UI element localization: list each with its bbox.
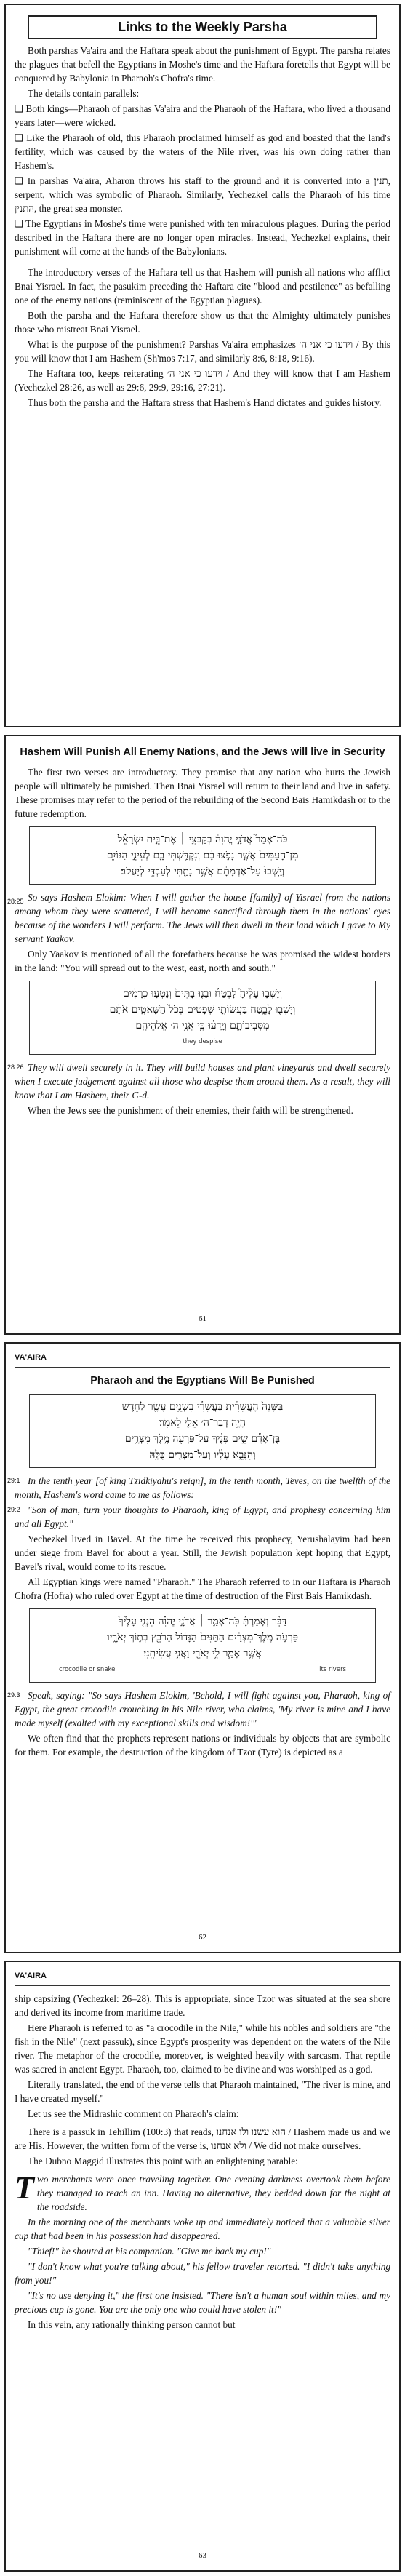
verse-ref: 28:26 [7,1064,24,1071]
paragraph: Speak, saying: "So says Hashem Elokim, 'Behold, I will fight against you, Pharaoh, king of Egypt, the great crocodile crouching in his Nile river, who claims, 'My river is mine and I have made myself (exalted with my exceptional skills and wisdom!'" [15,1690,390,1728]
paragraph: Both parshas Va'aira and the Haftara speak about the punishment of Egypt. The parsha relates the plagues that befell the Egyptians in Moshe's time and the Haftara foretells that Egypt will be conquered by Babylonia in Pharaoh's Chofra's time. [15,45,390,84]
bullet-item: ❑ The Egyptians in Moshe's time were punished with ten miraculous plagues. During the period described in the Haftara there are no longer open miracles. Instead, Yechezkel explains, their punishment will come at the hands of the Babylonians. [15,218,390,257]
paragraph: In the tenth year [of king Tzidkiyahu's reign], in the tenth month, Teves, on the twelfth of the month, Hashem's word came to me as follows: [15,1475,390,1500]
hebrew-line: וְיָשְׁב֖וּ לָבֶ֑טַח בַּעֲשׂוֹתִ֣י שְׁפָטִ֗ים בְּכֹל֙ הַשָּׁאטִ֣ים אֹתָ֔ם [109,1004,296,1016]
running-header: VA'AIRA [15,1353,47,1362]
gloss-caption: they despise [183,1038,222,1045]
paragraph: The details contain parallels: [28,88,140,99]
hebrew-line: דַּבֵּ֨ר וְאָמַרְתָּ֜ כֹּֽה־אָמַ֣ר ׀ אֲדֹנָ֣י יֱהוִ֗ה הִנְנִ֤י עָלֶ֙יךָ֙ [118,1616,287,1627]
hebrew-line: בַּשָּׁנָה֙ הָעֲשִׂרִ֔ית בָּעֲשִׂרִ֕י בִּשְׁנֵ֥ים עָשָׂ֖ר לַחֹ֑דֶשׁ [121,1401,284,1413]
hebrew-line: הָיָ֥ה דְבַר־ה׳ אֵלַ֖י לֵאמֹֽר׃ [159,1417,246,1429]
gloss-row [37,1662,368,1678]
story-paragraph: "I don't know what you're talking about," his fellow traveler retorted. "I didn't take anything from you!" [15,2261,390,2286]
paragraph: When the Jews see the punishment of their enemies, their faith will be strengthened. [28,1105,353,1116]
paragraph: The Haftara too, keeps reiterating וידעו כי אני ה׳ / And they will know that I am Hashem (Yechezkel 28:26, as well as 29:6, 29:9, 29:16, 27:21). [15,368,390,393]
paragraph: Thus both the parsha and the Haftara stress that Hashem's Hand dictates and guides history. [28,397,382,408]
paragraph: Only Yaakov is mentioned of all the forefathers because he was promised the widest borders in the land: "You will spread out to the west, east, north and south." [15,949,390,973]
page-63 [4,1961,401,2572]
page-61 [4,735,401,1335]
paragraph: The first two verses are introductory. They promise that any nation who hurts the Jewish people will ultimately be punished. Then Bnai Yisrael will return to their land and live in safety. These promises may refer to the period of the rebuilding of the Second Bais Hamikdash or to the future redemption. [15,767,390,819]
paragraph: In this vein, any rationally thinking person cannot but [28,2319,236,2330]
verse-ref: 29:2 [7,1506,20,1513]
hebrew-line: בֶּן־אָדָ֕ם שִׂ֣ים פָּנֶ֔יךָ עַל־פַּרְעֹ֖ה מֶ֣לֶךְ מִצְרָ֑יִם [124,1433,281,1445]
bullet-item: ❑ Both kings—Pharaoh of parshas Va'aira and the Pharaoh of the Haftara, who lived a thousand years later—were wicked. [15,103,390,128]
hebrew-verse-box [29,1608,376,1683]
paragraph: Literally translated, the end of the verse tells that Pharaoh maintained, "The river is mine, and I have created myself." [15,2079,390,2104]
story-paragraph: In the morning one of the merchants woke up and immediately noticed that a valuable silver cup that had been in his possession had disappeared. [15,2217,390,2241]
paragraph: They will dwell securely in it. They will build houses and plant vineyards and dwell securely when I execute judgement against all those who despise them around them. As a result, they will know that I am Hashem, their G-d. [15,1062,390,1101]
verse-ref: 28:25 [7,898,24,905]
hebrew-line: וְיָֽשְׁבוּ֙ עַל־אַדְמָתָ֔ם אֲשֶׁ֥ר נָתַ֖תִּי לְעַבְדִּ֥י לְיַעֲקֹֽב׃ [121,866,284,877]
hebrew-line: מִסְּבִיבוֹתָ֑ם וְיָ֣דְע֔וּ כִּ֛י אֲנִ֥י ה׳ אֱלֹהֵיהֶֽם׃ [135,1020,270,1032]
verse-ref: 29:3 [7,1691,20,1699]
page-number: 63 [199,2551,206,2560]
story-paragraph: "It's no use denying it," the first one insisted. "There isn't a human soul within miles, and my precious cup is gone. You are the only one who could have stolen it!" [15,2290,390,2315]
paragraph: Yechezkel lived in Bavel. At the time he received this prophecy, Yerushalayim had been under siege from Bavel for about a year. Still, the Jewish population kept hoping that Egypt, Bavel's rival, would come to its rescue. [15,1534,390,1572]
bullet-item: ❑ Like the Pharaoh of old, this Pharaoh proclaimed himself as god and boasted that the land's fertility, which was caused by the waters of the Nile river, was his own doing rather than Hashem's. [15,132,390,171]
bullet-item: ❑ In parshas Va'aira, Aharon throws his staff to the ground and it is converted into a תנין, serpent, which was symbolic of Pharaoh. Similarly, Yechezkel calls the Pharaoh of his time התנין, the great sea monster. [15,175,390,214]
section-heading: Pharaoh and the Egyptians Will Be Punished [90,1375,315,1387]
paragraph: "Son of man, turn your thoughts to Pharaoh, king of Egypt, and prophesy concerning him and all Egypt." [15,1504,390,1529]
story-paragraph [15,2172,390,2214]
section-heading: Hashem Will Punish All Enemy Nations, and the Jews will live in Security [20,746,385,758]
hebrew-line: וְיָשְׁב֣וּ עָלֶ֘יהָ֮ לָבֶטַח֒ וּבָנ֤וּ בָתִּים֙ וְנָטְע֣וּ כְרָמִ֔ים [122,988,283,1000]
divider [15,1367,390,1368]
drop-cap: T [15,2170,34,2206]
hebrew-verse-box [29,981,376,1055]
paragraph: What is the purpose of the punishment? Parshas Va'aira emphasizes וידעו כי אני ה׳ / By this you will know that I am Hashem (Sh'mos 7:17, and similarly 8:6, 8:18, 9:16). [15,339,390,364]
hebrew-line: מִן־הָעַמִּים֙ אֲשֶׁ֣ר נָפֹ֣צוּ בָ֔ם וְנִקְדַּ֥שְׁתִּי בָ֖ם לְעֵינֵ֣י הַגּוֹיִ֑ם [106,850,299,861]
hebrew-verse-box [29,826,376,885]
page-title: Links to the Weekly Parsha [28,15,377,39]
hebrew-line: וְהִנָּבֵ֣א עָלָ֔יו וְעַל־מִצְרַ֖יִם כֻּלָּֽהּ׃ [149,1449,256,1461]
hebrew-line: פַּרְעֹ֣ה מֶֽלֶךְ־מִצְרַ֔יִם הַתַּנִּים֙ הַגָּד֔וֹל הָרֹבֵ֖ץ בְּת֣וֹךְ יְאֹרָ֑יו [107,1632,298,1643]
paragraph: Let us see the Midrashic comment on Pharaoh's claim: [28,2108,239,2119]
paragraph: There is a passuk in Tehillim (100:3) that reads, הוא עשנו ולו אנחנו / Hashem made us and we are His. However, the written form of the verse is, ולא אנחנו / We did not make ourselves. [15,2126,390,2151]
hebrew-verse-box [29,1394,376,1468]
paragraph: ship capsizing (Yechezkel: 26–28). This is appropriate, since Tzor was situated at the sea shore and derived its income from maritime trade. [15,1993,390,2018]
verse-ref: 29:1 [7,1477,20,1484]
page-links-to-parsha [4,4,401,727]
paragraph: We often find that the prophets represent nations or individuals by objects that are symbolic for them. For example, the destruction of the kingdom of Tzor (Tyre) is depicted as a [15,1733,390,1758]
divider [15,1985,390,1986]
paragraph: Here Pharaoh is referred to as "a crocodile in the Nile," while his nobles and soldiers are "the fish in the Nile" (next passuk), since Egypt's prosperity was dependent on the waters of the Nile river. The metaphor of the crocodile, moreover, is weighted heavily with sarcasm. That reptile was sacred in ancient Egypt. Pharaoh, too, claimed to be divine and was worshiped as a god. [15,2022,390,2075]
running-header: VA'AIRA [15,1971,47,1980]
story-paragraph: "Thief!" he shouted at his companion. "Give me back my cup!" [28,2246,271,2257]
paragraph: All Egyptian kings were named "Pharaoh." The Pharaoh referred to in our Haftara is Pharaoh Chofra (Hofra) who ruled over Egypt at the time of destruction of the First Bais Hamikdash. [15,1576,390,1601]
page-number: 61 [199,1315,206,1323]
story-text: wo merchants were once traveling together. One evening darkness overtook them before they managed to reach an inn. Having no alternative, they bedded down for the night at the roadside. [36,2174,390,2212]
paragraph: The Dubno Maggid illustrates this point with an enlightening parable: [28,2156,298,2166]
hebrew-line: אֲשֶׁ֥ר אָמַ֛ר לִ֥י יְאֹרִ֖י וַאֲנִ֥י עֲשִׂיתִֽנִי׃ [143,1648,262,1659]
page-62 [4,1342,401,1953]
paragraph: Both the parsha and the Haftara therefore show us that the Almighty ultimately punishes those who mistreat Bnai Yisrael. [15,310,390,335]
page-number: 62 [199,1933,206,1942]
hebrew-line: כֹּה־אָמַר֮ אֲדֹנָ֣י יֱהוִה֒ בְּקַבְּצִ֣י ׀ אֶת־בֵּ֣ית יִשְׂרָאֵ֗ל [117,834,288,845]
paragraph: The introductory verses of the Haftara tell us that Hashem will punish all nations who afflict Bnai Yisrael. In fact, the pasukim preceding the Haftara cite "blood and pestilence" as befalling one of the enemy nations (reminiscent of the Egyptian plagues). [15,267,390,306]
paragraph: So says Hashem Elokim: When I will gather the house [family] of Yisrael from the nations among whom they were scattered, I will become sanctified through them in the nations' eyes because of the wonders I will perform. The Jews will then dwell in their land which I gave to My servant Yaakov. [15,892,390,944]
gloss-caption: crocodile or snake [59,1666,116,1673]
gloss-caption: its rivers [319,1666,346,1673]
